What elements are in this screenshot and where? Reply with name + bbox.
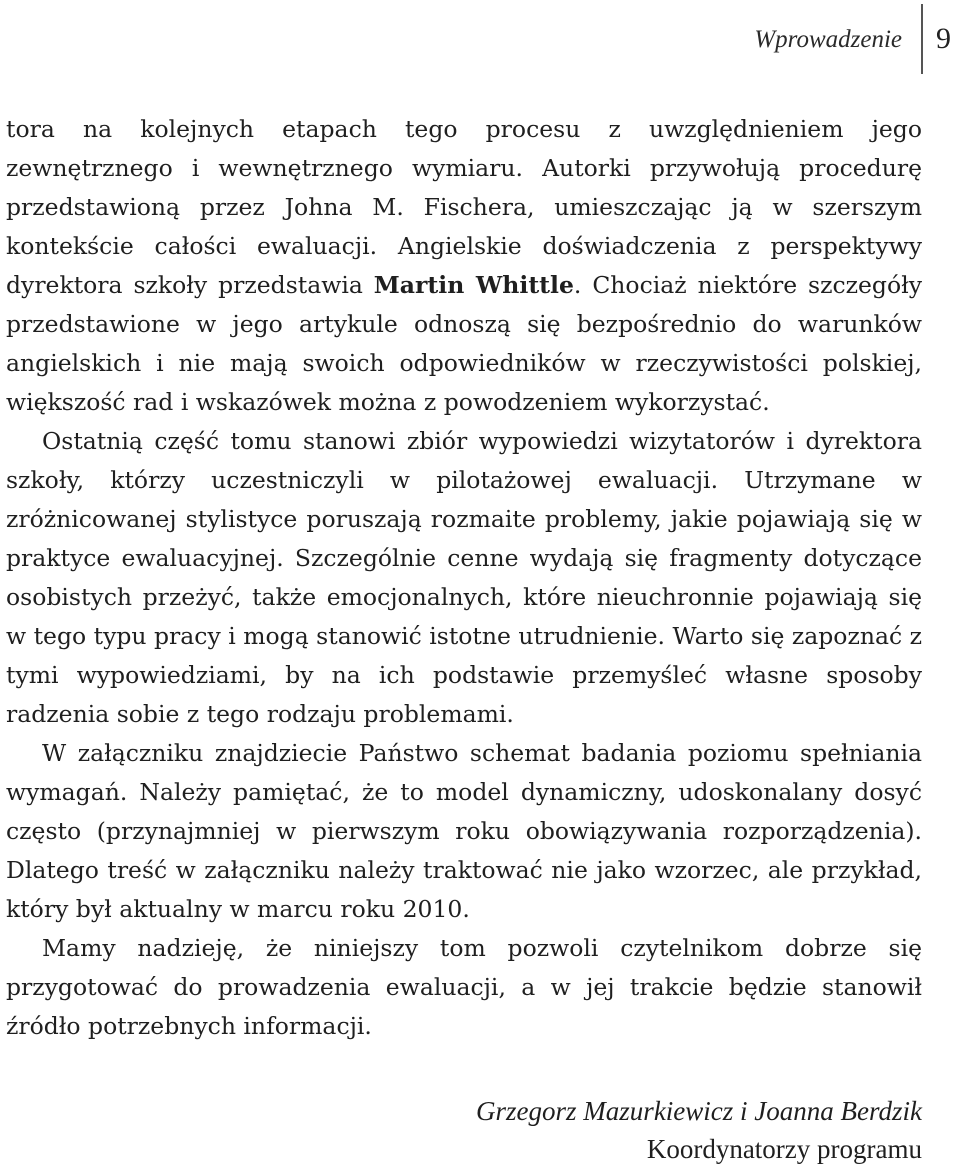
paragraph-2: Ostatnią część tomu stanowi zbiór wypowiedzi wizytatorów i dyrektora szkoły, którzy uczestniczyli w pilotażowej ewaluacji. Utrzymane w zróżnicowanej stylistyce poruszają rozmaite problemy, jakie pojawiają się w praktyce ewaluacyjnej. Szczególnie cenne wydają się fragmenty dotyczące osobistych przeżyć, także emocjonalnych, które nieuchronnie pojawiają się w tego typu pracy i mogą stanowić istotne utrudnienie. Warto się zapoznać z tymi wypowiedziami, by na ich podstawie przemyśleć własne sposoby radzenia sobie z tego rodzaju problemami. bbox=[6, 427, 922, 728]
signature-block bbox=[476, 1092, 922, 1168]
page-number: 9 bbox=[936, 22, 951, 55]
author-name-bold: Martin Whittle bbox=[373, 271, 574, 299]
running-title: Wprowadzenie bbox=[754, 26, 902, 53]
paragraph-1 bbox=[6, 110, 922, 422]
paragraph-4: Mamy nadzieję, że niniejszy tom pozwoli czytelnikom dobrze się przygotować do prowadzenia ewaluacji, a w jej trakcie będzie stanowił źródło potrzebnych informacji. bbox=[6, 934, 922, 1040]
signature-names: Grzegorz Mazurkiewicz i Joanna Berdzik bbox=[476, 1096, 922, 1126]
paragraph-1-start: tora na kolejnych etapach tego procesu z uwzględnieniem jego zewnętrznego i wewnętrznego wymiaru. Autorki przywołują procedurę przedstawioną przez Johna M. Fischera, umieszczając ją w szerszym kontekście całości ewaluacji. Angielskie doświadczenia z perspektywy dyrektora szkoły przedstawia bbox=[6, 115, 922, 299]
body-text bbox=[6, 110, 922, 1046]
paragraph-3: W załączniku znajdziecie Państwo schemat badania poziomu spełniania wymagań. Należy pamiętać, że to model dynamiczny, udoskonalany dosyć często (przynajmniej w pierwszym roku obowiązywania rozporządzenia). Dlatego treść w załączniku należy traktować nie jako wzorzec, ale przykład, który był aktualny w marcu roku 2010. bbox=[6, 739, 922, 923]
page-header bbox=[0, 0, 960, 80]
paragraph-1-end: . Chociaż niektóre szczegóły przedstawione w jego artykule odnoszą się bezpośrednio do warunków angielskich i nie mają swoich odpowiedników w rzeczywistości polskiej, większość rad i wskazówek można z powodzeniem wykorzystać. bbox=[6, 271, 922, 416]
signature-role: Koordynatorzy programu bbox=[646, 1134, 922, 1164]
header-divider bbox=[921, 4, 923, 74]
